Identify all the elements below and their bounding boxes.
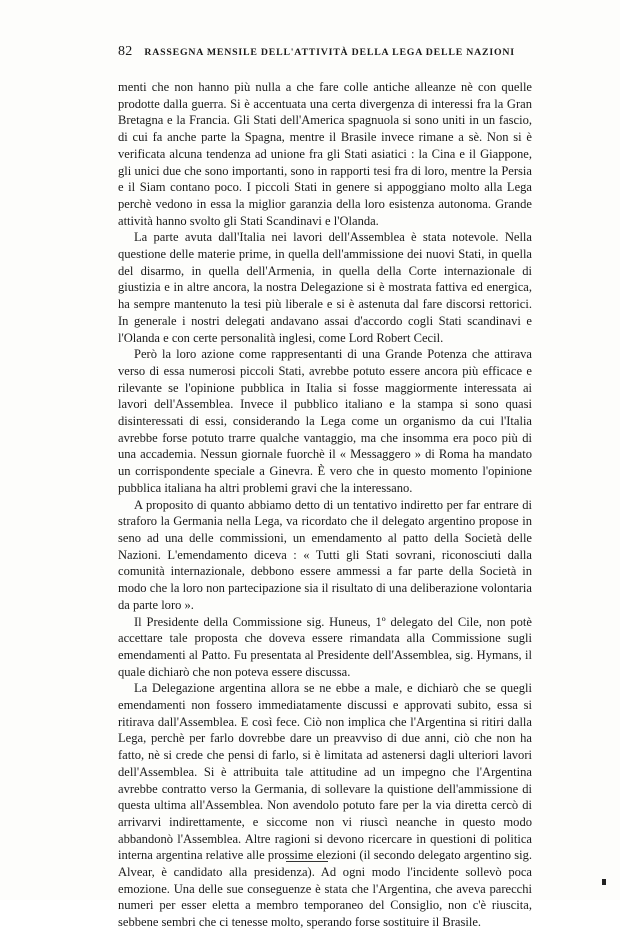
page-number: 82 — [118, 44, 133, 59]
paragraph: Però la loro azione come rappresentanti di una Grande Potenza che attirava verso di essa numerosi piccoli Stati, avrebbe potuto essere ancora più efficace e rilevante se l'opinione pubblica in Italia si fosse maggiormente interessata ai lavori dell'Assemblea. Invece il pubblico italiano e la stampa si sono quasi disinteressati di essi, considerando la Lega come un organismo da cui l'Italia avrebbe forse potuto trarre qualche vantaggio, ma che insomma era poco più di una accademia. Nessun giornale fuorchè il « Messaggero » di Roma ha mandato un corrispondente speciale a Ginevra. È vero che in questo momento l'opinione pubblica italiana ha altri problemi gravi che la interessano. — [118, 347, 532, 495]
paragraph: La Delegazione argentina allora se ne ebbe a male, e dichiarò che se quegli emendamenti non fossero immediatamente discussi e approvati subito, essa si ritirava dall'Assemblea. E così fece. Ciò non implica che l'Argentina si ritiri dalla Lega, perchè per farlo dovrebbe dare un preavviso di due anni, ciò che non ha fatto, nè si crede che pensi di farlo, si è limitata ad astenersi dagli ulteriori lavori dell'Assemblea. Si è attribuita tale attitudine ad un impegno che l'Argentina avrebbe contratto verso la Germania, di sollevare la quistione dell'ammissione di questa ultima all'Assemblea. Non avendolo potuto fare per la via diretta cercò di arrivarvi indirettamente, e siccome non vi riuscì neanche in questo modo abbandonò l'Assemblea. Altre ragioni si devono ricercare in questioni di politica interna argentina relative alle prossime elezioni (il secondo delegato argentino sig. Alvear, è candidato alla presidenza). Ad ogni modo l'incidente sollevò poca emozione. Una delle sue conseguenze è stata che l'Argentina, che aveva parecchi numeri per esser eletta a membro temporaneo del Consiglio, non c'è riuscita, sebbene sembri che ci tenesse molto, sperando forse sostituire il Brasile. — [118, 681, 532, 930]
running-title: RASSEGNA MENSILE DELL'ATTIVITÀ DELLA LEGA DELLE NAZIONI — [144, 47, 515, 58]
running-head — [118, 44, 534, 60]
paragraph: menti che non hanno più nulla a che fare colle antiche alleanze nè con quelle prodotte dalla guerra. Si è accentuata una certa divergenza di interessi fra la Gran Bretagna e la Francia. Gli Stati dell'America spagnuola si sono uniti in un fascio, di cui fa anche parte la Spagna, mentre il Brasile invece rimane a sè. Non si è verificata alcuna tendenza ad unione fra gli Stati asiatici : la Cina e il Giappone, gli unici due che sono importanti, sono in rapporti tesi fra di loro, mentre la Persia e il Siam contano poco. I piccoli Stati in genere si appoggiano molto alla Lega perchè vedono in essa la miglior garanzia della loro esistenza autonoma. Grande attività hanno svolto gli Stati Scandinavi e l'Olanda. — [118, 80, 532, 228]
paragraph: Il Presidente della Commissione sig. Huneus, 1º delegato del Cile, non potè accettare tale proposta che doveva essere rimandata alla Commissione sugli emendamenti al Patto. Fu presentata al Presidente dell'Assemblea, sig. Hymans, il quale dichiarò che non poteva essere discussa. — [118, 614, 532, 679]
paragraph: A proposito di quanto abbiamo detto di un tentativo indiretto per far entrare di straforo la Germania nella Lega, va ricordato che il delegato argentino propose in seno ad una delle commissioni, un emendamento al patto della Società delle Nazioni. L'emendamento diceva : « Tutti gli Stati sovrani, riconosciuti dalla comunità internazionale, debbono essere ammessi a far parte della Società in modo che la loro non partecipazione sia il risultato di una deliberazione volontaria da parte loro ». — [118, 497, 532, 612]
body-text — [118, 79, 532, 931]
footer-rule — [286, 861, 328, 862]
corner-mark — [602, 879, 606, 885]
paragraph: La parte avuta dall'Italia nei lavori dell'Assemblea è stata notevole. Nella questione delle materie prime, in quella dell'ammissione dei nuovi Stati, in quella del disarmo, in quella dell'Armenia, in quella della Corte internazionale di giustizia e in altre ancora, la nostra Delegazione si è mostrata fattiva ed energica, ha sempre mantenuto la tesi più liberale e si è astenuta dal fare discorsi rettorici. In generale i nostri delegati andavano assai d'accordo cogli Stati scandinavi e l'Olanda e con certe personalità inglesi, come Lord Robert Cecil. — [118, 230, 532, 345]
